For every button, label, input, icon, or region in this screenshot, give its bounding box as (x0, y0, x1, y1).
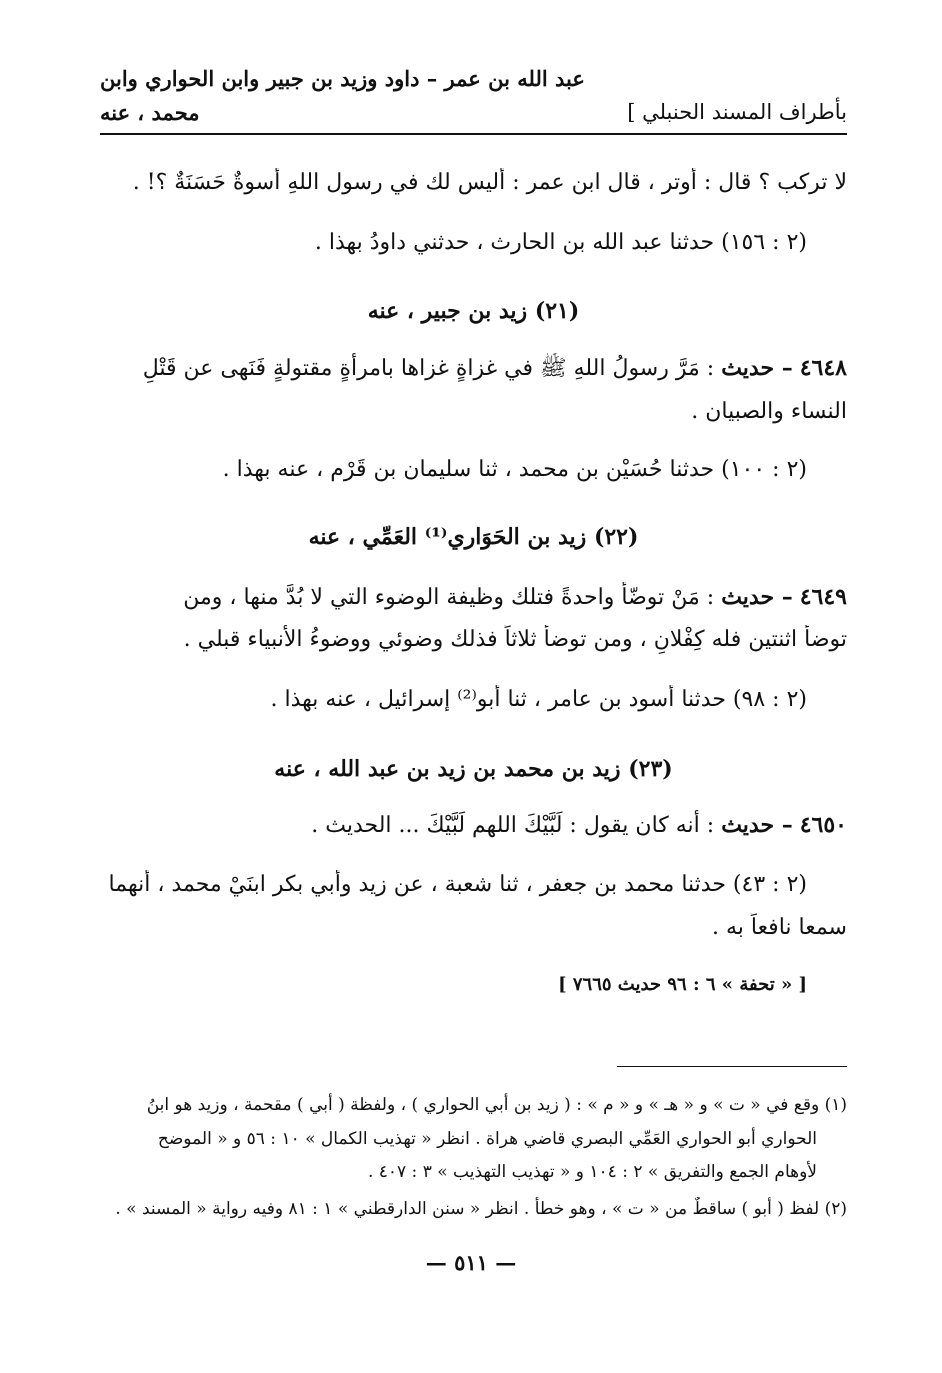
footnote-1-line-1: (١) وقع في « ت » و « هـ » و « م » : ( زيد بن أبي الحواري ) ، ولفظة ( أبي ) مقحمة ، وزيد هو ابنُ (146, 1095, 847, 1115)
isnad-4649: (٢ : ٩٨) حدثنا أسود بن عامر ، ثنا أبو⁽²⁾ إسرائيل ، عنه بهذا . (270, 687, 807, 712)
hadith-number: ٤٦٤٨ (799, 355, 847, 381)
isnad-4648: (٢ : ١٠٠) حدثنا حُسَيْن بن محمد ، ثنا سليمان بن قَرْم ، عنه بهذا . (222, 457, 807, 482)
hadith-4650-line-1 (100, 810, 847, 841)
header-section-subtitle: محمد ، عنه (100, 100, 200, 125)
hadith-4649-line-1 (100, 582, 847, 613)
header-section-title: عبد الله بن عمر – داود وزيد بن جبير وابن الحواري وابن (100, 66, 585, 91)
isnad-line-prev: (٢ : ١٥٦) حدثنا عبد الله بن الحارث ، حدثني داودُ بهذا . (314, 230, 807, 255)
section-heading-21: (٢١) زيد بن جبير ، عنه (367, 298, 580, 324)
hadith-keyword: – حديث (721, 812, 793, 838)
footnote-2: (٢) لفظ ( أبو ) ساقطٌ من « ت » ، وهو خطأ . انظر « سنن الدارقطني » ١ : ٨١ وفيه رواية « المسند » . (115, 1199, 847, 1219)
hadith-number: ٤٦٤٩ (799, 584, 847, 610)
header-rule (100, 133, 847, 135)
footnote-1-line-3: لأوهام الجمع والتفريق » ٢ : ١٠٤ و « تهذيب التهذيب » ٣ : ٤٠٧ . (367, 1162, 817, 1182)
hadith-text: : أنه كان يقول : لَبَّيْكَ اللهم لَبَّيْكَ ... الحديث . (311, 813, 715, 838)
tuhfa-reference: [ « تحفة » ٦ : ٩٦ حديث ٧٦٦٥ ] (558, 974, 807, 995)
header-book-title: بأطراف المسند الحنبلي ] (627, 100, 847, 124)
footnote-rule (617, 1066, 847, 1067)
hadith-number: ٤٦٥٠ (799, 812, 847, 838)
isnad-4650-line-1: (٢ : ٤٣) حدثنا محمد بن جعفر ، ثنا شعبة ، عن زيد وأبي بكر ابنَيْ محمد ، أنهما (108, 872, 807, 897)
footnote-1-line-2: الحواري أبو الحواري العَمِّي البصري قاضي هراة . انظر « تهذيب الكمال » ١٠ : ٥٦ و « الموضح (157, 1129, 817, 1149)
body-line-1: لا تركب ؟ قال : أُوتر ، قال ابن عمر : أليس لك في رسول اللهِ أُسوةٌ حَسَنَةٌ ؟! . (132, 170, 847, 195)
isnad-4650-line-2: سمعا نافعاً به . (711, 915, 847, 940)
page-number: — ٥١١ — (425, 1250, 517, 1275)
hadith-text: : مَرَّ رسولُ اللهِ ﷺ في غزاةٍ غزاها بامرأةٍ مقتولةٍ فَنَهى عن قَتْلِ (142, 356, 715, 381)
hadith-4648-line-2: النساء والصبيان . (691, 399, 847, 424)
hadith-text: : مَنْ توضّأ واحدةً فتلك وظيفة الوضوء التي لا بُدَّ منها ، ومن (183, 585, 715, 610)
hadith-4648-line-1 (100, 353, 847, 384)
hadith-keyword: – حديث (721, 584, 793, 610)
section-heading-23: (٢٣) زيد بن محمد بن زيد بن عبد الله ، عنه (274, 756, 673, 782)
hadith-keyword: – حديث (721, 355, 793, 381)
hadith-4649-line-2: توضأ اثنتين فله كِفْلانِ ، ومن توضأ ثلاثاً فذلك وضوئي ووضوءُ الأنبياء قبلي . (183, 627, 847, 652)
section-heading-22: (٢٢) زيد بن الحَوَاري⁽¹⁾ العَمِّي ، عنه (308, 524, 639, 550)
